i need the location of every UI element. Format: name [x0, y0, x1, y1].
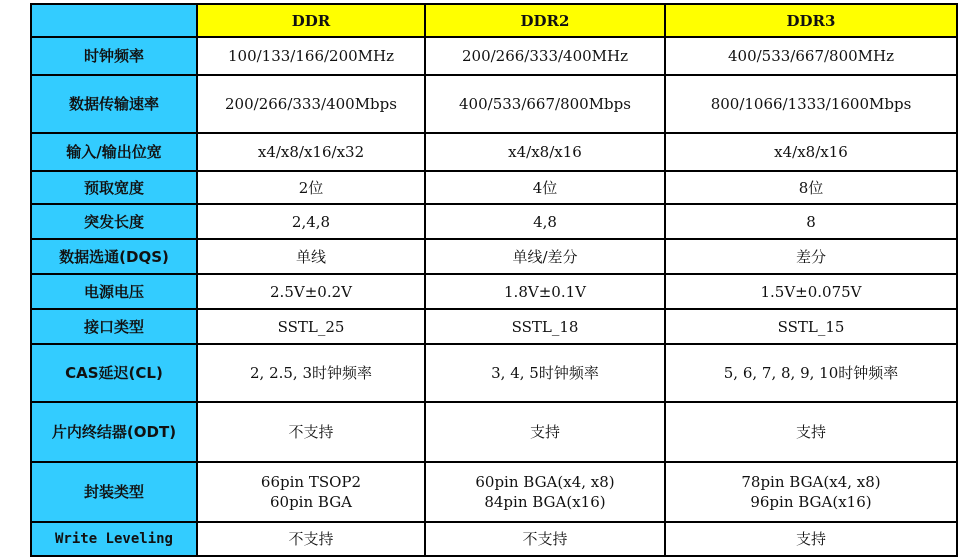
cell-ddr3: SSTL_15	[665, 309, 957, 344]
cell-ddr3: 800/1066/1333/1600Mbps	[665, 75, 957, 133]
cell-ddr3: 1.5V±0.075V	[665, 274, 957, 309]
row-label: Write Leveling	[31, 522, 197, 556]
row-dqs	[31, 239, 957, 274]
row-write-leveling	[31, 522, 957, 556]
row-label: 时钟频率	[31, 37, 197, 75]
header-row	[31, 4, 957, 37]
cell-ddr: SSTL_25	[197, 309, 425, 344]
cell-ddr3	[665, 462, 957, 522]
cell-ddr3: x4/x8/x16	[665, 133, 957, 171]
column-header-ddr3: DDR3	[665, 4, 957, 37]
row-io-width	[31, 133, 957, 171]
cell-ddr: x4/x8/x16/x32	[197, 133, 425, 171]
package-line: 96pin BGA(x16)	[750, 493, 872, 511]
package-line: 84pin BGA(x16)	[484, 493, 606, 511]
cell-ddr2	[425, 462, 665, 522]
cell-ddr2: 单线/差分	[425, 239, 665, 274]
column-header-ddr: DDR	[197, 4, 425, 37]
row-label: 封装类型	[31, 462, 197, 522]
cell-ddr3: 400/533/667/800MHz	[665, 37, 957, 75]
column-header-ddr2: DDR2	[425, 4, 665, 37]
row-interface	[31, 309, 957, 344]
row-label: 电源电压	[31, 274, 197, 309]
cell-ddr: 100/133/166/200MHz	[197, 37, 425, 75]
cell-ddr2: 3, 4, 5时钟频率	[425, 344, 665, 402]
cell-ddr3: 8	[665, 204, 957, 239]
cell-ddr: 不支持	[197, 402, 425, 462]
row-voltage	[31, 274, 957, 309]
cell-ddr2: 4,8	[425, 204, 665, 239]
cell-ddr: 单线	[197, 239, 425, 274]
cell-ddr2: 400/533/667/800Mbps	[425, 75, 665, 133]
row-cas-latency	[31, 344, 957, 402]
cell-ddr2: x4/x8/x16	[425, 133, 665, 171]
cell-ddr2: 支持	[425, 402, 665, 462]
cell-ddr: 不支持	[197, 522, 425, 556]
cell-ddr3: 支持	[665, 522, 957, 556]
row-data-rate	[31, 75, 957, 133]
row-clock-frequency	[31, 37, 957, 75]
cell-ddr: 200/266/333/400Mbps	[197, 75, 425, 133]
row-label: 接口类型	[31, 309, 197, 344]
cell-ddr: 2,4,8	[197, 204, 425, 239]
row-label: 数据传输速率	[31, 75, 197, 133]
cell-ddr	[197, 462, 425, 522]
row-label: CAS延迟(CL)	[31, 344, 197, 402]
cell-ddr2: 不支持	[425, 522, 665, 556]
package-line: 78pin BGA(x4, x8)	[741, 473, 881, 491]
row-label: 输入/输出位宽	[31, 133, 197, 171]
cell-ddr: 2位	[197, 171, 425, 204]
row-package	[31, 462, 957, 522]
cell-ddr: 2.5V±0.2V	[197, 274, 425, 309]
ddr-comparison-table	[30, 3, 958, 557]
corner-cell	[31, 4, 197, 37]
cell-ddr2: 4位	[425, 171, 665, 204]
cell-ddr3: 5, 6, 7, 8, 9, 10时钟频率	[665, 344, 957, 402]
cell-ddr2: 200/266/333/400MHz	[425, 37, 665, 75]
row-prefetch	[31, 171, 957, 204]
package-line: 66pin TSOP2	[260, 473, 362, 491]
package-line: 60pin BGA	[269, 493, 353, 511]
row-label: 数据选通(DQS)	[31, 239, 197, 274]
package-line: 60pin BGA(x4, x8)	[475, 473, 615, 491]
cell-ddr3: 差分	[665, 239, 957, 274]
cell-ddr3: 8位	[665, 171, 957, 204]
row-burst-length	[31, 204, 957, 239]
row-label: 突发长度	[31, 204, 197, 239]
cell-ddr: 2, 2.5, 3时钟频率	[197, 344, 425, 402]
row-label: 预取宽度	[31, 171, 197, 204]
row-odt	[31, 402, 957, 462]
cell-ddr2: SSTL_18	[425, 309, 665, 344]
cell-ddr3: 支持	[665, 402, 957, 462]
cell-ddr2: 1.8V±0.1V	[425, 274, 665, 309]
row-label: 片内终结器(ODT)	[31, 402, 197, 462]
